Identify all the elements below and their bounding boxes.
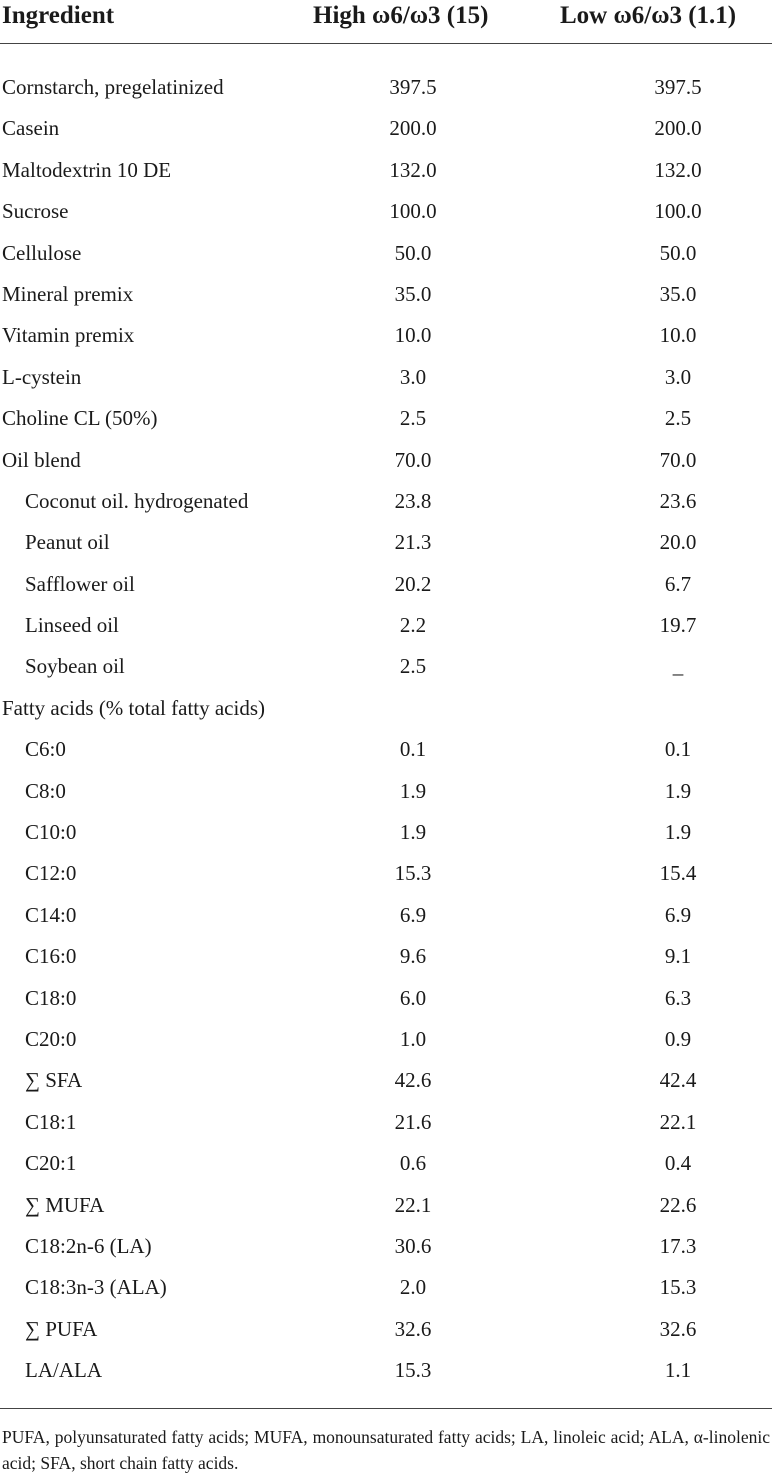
cell-low-ratio: 70.0 bbox=[659, 447, 697, 472]
table-row bbox=[0, 480, 772, 521]
table-row bbox=[0, 563, 772, 604]
table-row bbox=[0, 190, 772, 231]
table-body bbox=[0, 66, 772, 1391]
cell-low-ratio: 1.9 bbox=[664, 820, 692, 845]
cell-ingredient: C18:3n-3 (ALA) bbox=[25, 1275, 167, 1300]
cell-low-ratio: 100.0 bbox=[654, 199, 702, 224]
table-row bbox=[0, 1225, 772, 1266]
cell-ingredient: Oil blend bbox=[2, 447, 81, 472]
table-row bbox=[0, 273, 772, 314]
table-row bbox=[0, 66, 772, 107]
table-row bbox=[0, 356, 772, 397]
cell-ingredient: C18:0 bbox=[25, 985, 77, 1010]
cell-high-ratio: 21.3 bbox=[394, 530, 432, 555]
table-row bbox=[0, 1059, 772, 1100]
cell-low-ratio: 22.1 bbox=[659, 1109, 697, 1134]
cell-low-ratio: 200.0 bbox=[654, 116, 702, 141]
cell-high-ratio: 1.9 bbox=[399, 820, 427, 845]
cell-ingredient: Casein bbox=[2, 116, 60, 141]
cell-low-ratio: 397.5 bbox=[654, 75, 702, 99]
cell-high-ratio: 132.0 bbox=[389, 157, 437, 182]
table-row bbox=[0, 811, 772, 852]
table-row bbox=[0, 728, 772, 769]
cell-high-ratio: 9.6 bbox=[399, 944, 427, 969]
cell-ingredient: L-cystein bbox=[2, 364, 82, 389]
cell-high-ratio: 22.1 bbox=[394, 1192, 432, 1217]
cell-ingredient: C16:0 bbox=[25, 944, 77, 969]
cell-ingredient: C18:1 bbox=[25, 1109, 77, 1134]
header-ingredient: Ingredient bbox=[2, 2, 115, 29]
cell-ingredient: C14:0 bbox=[25, 902, 77, 927]
cell-ingredient: Vitamin premix bbox=[2, 323, 135, 348]
table-row bbox=[0, 314, 772, 355]
cell-ingredient: ∑ PUFA bbox=[25, 1316, 98, 1341]
table-row bbox=[0, 1266, 772, 1307]
cell-ingredient: Cellulose bbox=[2, 240, 82, 265]
cell-low-ratio: 23.6 bbox=[659, 488, 697, 513]
table-header bbox=[0, 0, 772, 44]
cell-high-ratio: 42.6 bbox=[394, 1068, 432, 1093]
table-footnote: PUFA, polyunsaturated fatty acids; MUFA, monounsaturated fatty acids; LA, linoleic acid; ALA, α-linolenic acid; SFA, short chain fatty acids. bbox=[2, 1427, 770, 1473]
cell-ingredient: ∑ SFA bbox=[25, 1068, 83, 1093]
cell-ingredient: C6:0 bbox=[25, 737, 66, 762]
cell-high-ratio: 15.3 bbox=[394, 861, 432, 886]
cell-low-ratio: 19.7 bbox=[659, 613, 697, 638]
cell-high-ratio: 0.6 bbox=[399, 1151, 427, 1176]
cell-ingredient: Choline CL (50%) bbox=[2, 406, 158, 431]
table-row bbox=[0, 1018, 772, 1059]
cell-low-ratio: 6.7 bbox=[664, 571, 692, 596]
cell-low-ratio: 1.1 bbox=[664, 1358, 692, 1383]
cell-high-ratio: 23.8 bbox=[394, 488, 432, 513]
cell-ingredient: Coconut oil. hydrogenated bbox=[25, 488, 249, 513]
cell-low-ratio: 22.6 bbox=[659, 1192, 697, 1217]
cell-high-ratio: 1.9 bbox=[399, 778, 427, 803]
cell-high-ratio: 1.0 bbox=[399, 1026, 427, 1051]
cell-high-ratio: 2.5 bbox=[399, 654, 427, 679]
cell-ingredient: Linseed oil bbox=[25, 613, 119, 638]
cell-ingredient: Peanut oil bbox=[25, 530, 110, 555]
cell-low-ratio: 20.0 bbox=[659, 530, 697, 555]
cell-low-ratio: 6.3 bbox=[664, 985, 692, 1010]
table-row bbox=[0, 107, 772, 148]
cell-low-ratio: 42.4 bbox=[659, 1068, 697, 1093]
cell-ingredient: Mineral premix bbox=[2, 281, 134, 306]
cell-high-ratio: 6.0 bbox=[399, 985, 427, 1010]
cell-low-ratio: 0.1 bbox=[664, 737, 692, 762]
table-row bbox=[0, 1184, 772, 1225]
cell-high-ratio: 3.0 bbox=[399, 364, 427, 389]
cell-high-ratio: 2.0 bbox=[399, 1275, 427, 1300]
header-low-ratio: Low ω6/ω3 (1.1) bbox=[560, 2, 737, 29]
cell-low-ratio: 1.9 bbox=[664, 778, 692, 803]
table-row bbox=[0, 1308, 772, 1349]
cell-high-ratio: 2.5 bbox=[399, 406, 427, 431]
cell-high-ratio: 21.6 bbox=[394, 1109, 432, 1134]
cell-high-ratio: 20.2 bbox=[394, 571, 432, 596]
cell-ingredient: Soybean oil bbox=[25, 654, 125, 679]
table-row bbox=[0, 1142, 772, 1183]
table-row bbox=[0, 1101, 772, 1142]
cell-high-ratio: 2.2 bbox=[399, 613, 427, 638]
cell-ingredient: C12:0 bbox=[25, 861, 77, 886]
table-row bbox=[0, 645, 772, 686]
cell-high-ratio: 32.6 bbox=[394, 1316, 432, 1341]
cell-ingredient: Safflower oil bbox=[25, 571, 135, 596]
cell-high-ratio: 6.9 bbox=[399, 902, 427, 927]
cell-high-ratio: 200.0 bbox=[389, 116, 437, 141]
table-row bbox=[0, 977, 772, 1018]
cell-low-ratio: 9.1 bbox=[664, 944, 692, 969]
table-row bbox=[0, 687, 772, 728]
cell-high-ratio: 30.6 bbox=[394, 1233, 432, 1258]
table-row bbox=[0, 232, 772, 273]
cell-ingredient: C18:2n-6 (LA) bbox=[25, 1233, 152, 1258]
cell-ingredient: LA/ALA bbox=[25, 1358, 102, 1383]
cell-low-ratio: 10.0 bbox=[659, 323, 697, 348]
cell-high-ratio: 15.3 bbox=[394, 1358, 432, 1383]
cell-ingredient: C20:0 bbox=[25, 1026, 77, 1051]
cell-low-ratio: 17.3 bbox=[659, 1233, 697, 1258]
table-row bbox=[0, 397, 772, 438]
cell-low-ratio: 0.9 bbox=[664, 1026, 692, 1051]
table-row bbox=[0, 439, 772, 480]
cell-high-ratio: 35.0 bbox=[394, 281, 432, 306]
cell-low-ratio: 6.9 bbox=[664, 902, 692, 927]
cell-high-ratio: 100.0 bbox=[389, 199, 437, 224]
cell-high-ratio: 397.5 bbox=[389, 75, 437, 99]
cell-low-ratio: 32.6 bbox=[659, 1316, 697, 1341]
table-bottom-rule bbox=[0, 1408, 772, 1409]
cell-high-ratio: 10.0 bbox=[394, 323, 432, 348]
cell-low-ratio: 0.4 bbox=[664, 1151, 692, 1176]
cell-low-ratio: 15.4 bbox=[659, 861, 697, 886]
cell-low-ratio: _ bbox=[672, 654, 684, 679]
cell-high-ratio: 50.0 bbox=[394, 240, 432, 265]
cell-ingredient: Cornstarch, pregelatinized bbox=[2, 75, 224, 99]
cell-low-ratio: 50.0 bbox=[659, 240, 697, 265]
cell-ingredient: Maltodextrin 10 DE bbox=[2, 157, 172, 182]
table-row bbox=[0, 149, 772, 190]
cell-low-ratio: 2.5 bbox=[664, 406, 692, 431]
cell-high-ratio: 0.1 bbox=[399, 737, 427, 762]
cell-low-ratio: 132.0 bbox=[654, 157, 702, 182]
table-row bbox=[0, 770, 772, 811]
table-row bbox=[0, 604, 772, 645]
header-high-ratio: High ω6/ω3 (15) bbox=[313, 2, 489, 29]
table-row bbox=[0, 521, 772, 562]
table-row bbox=[0, 852, 772, 893]
cell-ingredient: Fatty acids (% total fatty acids) bbox=[2, 695, 266, 720]
cell-high-ratio: 70.0 bbox=[394, 447, 432, 472]
cell-ingredient: C10:0 bbox=[25, 820, 77, 845]
cell-ingredient: C8:0 bbox=[25, 778, 66, 803]
cell-ingredient: C20:1 bbox=[25, 1151, 77, 1176]
cell-ingredient: ∑ MUFA bbox=[25, 1192, 105, 1217]
table-row bbox=[0, 935, 772, 976]
table-row bbox=[0, 894, 772, 935]
cell-ingredient: Sucrose bbox=[2, 199, 69, 224]
cell-low-ratio: 15.3 bbox=[659, 1275, 697, 1300]
cell-low-ratio: 35.0 bbox=[659, 281, 697, 306]
cell-low-ratio: 3.0 bbox=[664, 364, 692, 389]
table-row bbox=[0, 1349, 772, 1390]
